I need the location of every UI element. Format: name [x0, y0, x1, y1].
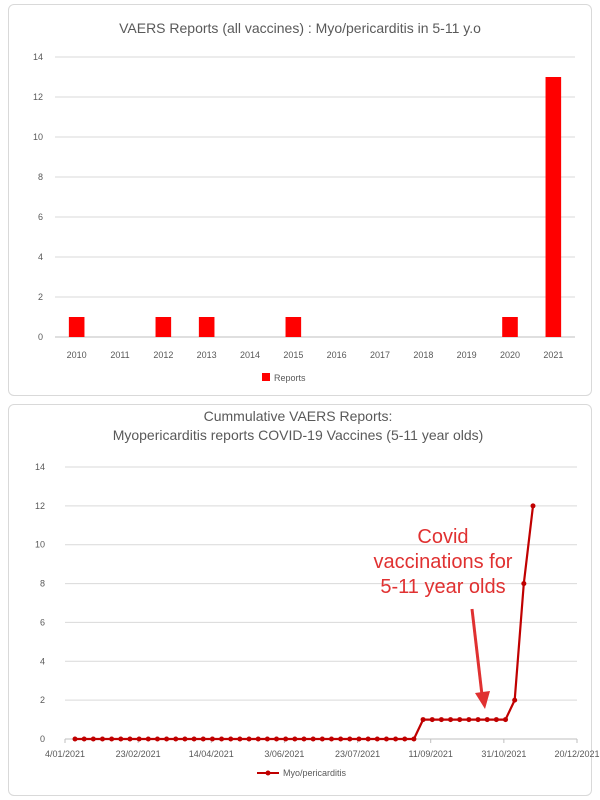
data-point: [356, 737, 361, 742]
data-point: [219, 737, 224, 742]
y-tick-label: 0: [39, 734, 45, 744]
data-point: [503, 717, 508, 722]
line-chart-title-line-2: Myopericarditis reports COVID-19 Vaccines (5-11 year olds): [112, 427, 484, 443]
bar-chart-title: VAERS Reports (all vaccines) : Myo/pericarditis in 5-11 y.o: [119, 20, 481, 36]
x-tick-label: 11/09/2021: [408, 749, 453, 759]
data-point: [192, 737, 197, 742]
legend-swatch-reports: [262, 373, 270, 381]
data-point: [448, 717, 453, 722]
y-tick-label: 4: [37, 252, 43, 262]
legend-label-reports: Reports: [274, 373, 306, 383]
x-tick-label: 23/02/2021: [115, 749, 161, 759]
data-point: [201, 737, 206, 742]
x-tick-label: 2016: [326, 350, 347, 360]
annotation-line-1: Covid: [417, 526, 469, 548]
data-point: [338, 737, 343, 742]
data-point: [155, 737, 160, 742]
x-tick-label: 23/07/2021: [335, 749, 381, 759]
legend-marker-myo: [266, 771, 271, 776]
data-point: [118, 737, 123, 742]
legend-label-myo: Myo/pericarditis: [283, 768, 347, 778]
bar-2013: [199, 317, 215, 337]
data-point: [512, 698, 517, 703]
data-point: [320, 737, 325, 742]
data-point: [384, 737, 389, 742]
data-point: [439, 717, 444, 722]
bar-2021: [546, 77, 562, 337]
annotation-arrow-shaft: [472, 609, 482, 695]
data-point: [329, 737, 334, 742]
data-point: [292, 737, 297, 742]
bar-chart: [9, 5, 591, 395]
x-tick-label: 2011: [110, 350, 130, 360]
bar-chart-panel: [8, 4, 592, 396]
bar-2015: [286, 317, 302, 337]
annotation-line-3: 5-11 year olds: [380, 576, 506, 598]
data-point: [127, 737, 132, 742]
data-point: [466, 717, 471, 722]
data-point: [182, 737, 187, 742]
y-tick-label: 4: [39, 656, 45, 667]
line-chart-title-line-1: Cummulative VAERS Reports:: [203, 408, 393, 424]
x-tick-label: 2021: [543, 350, 564, 360]
data-point: [476, 717, 481, 722]
data-point: [210, 737, 215, 742]
x-tick-label: 20/12/2021: [554, 749, 600, 759]
data-point: [302, 737, 307, 742]
x-tick-label: 2018: [413, 350, 434, 360]
x-tick-label: 31/10/2021: [481, 749, 527, 759]
x-tick-label: 3/06/2021: [264, 749, 305, 759]
data-point: [91, 737, 96, 742]
bar-2020: [502, 317, 518, 337]
data-point: [393, 737, 398, 742]
data-point: [173, 737, 178, 742]
x-tick-label: 2017: [369, 350, 391, 360]
data-point: [311, 737, 316, 742]
y-tick-label: 6: [37, 212, 43, 222]
data-point: [485, 717, 490, 722]
data-point: [146, 737, 151, 742]
data-point: [274, 737, 279, 742]
x-tick-label: 2010: [66, 350, 87, 360]
data-point: [100, 737, 105, 742]
data-point: [109, 737, 114, 742]
line-chart-legend: [257, 768, 347, 778]
data-point: [73, 737, 78, 742]
data-point: [228, 737, 233, 742]
data-point: [237, 737, 242, 742]
y-tick-label: 2: [39, 695, 45, 706]
y-tick-label: 8: [37, 172, 43, 182]
x-tick-label: 2013: [196, 350, 217, 360]
x-tick-label: 14/04/2021: [188, 749, 234, 759]
x-tick-label: 2014: [239, 350, 261, 360]
annotation-line-2: vaccinations for: [373, 551, 513, 573]
y-tick-label: 10: [32, 132, 43, 142]
x-tick-label: 2012: [153, 350, 174, 360]
y-tick-label: 6: [39, 617, 45, 628]
data-point: [265, 737, 270, 742]
data-point: [164, 737, 169, 742]
y-tick-label: 12: [34, 500, 45, 511]
data-point: [256, 737, 261, 742]
data-point: [347, 737, 352, 742]
y-tick-label: 8: [39, 578, 45, 589]
x-tick-label: 2015: [283, 350, 304, 360]
data-point: [247, 737, 252, 742]
y-tick-label: 0: [37, 332, 43, 342]
line-chart-panel: [8, 404, 600, 796]
bar-2012: [156, 317, 172, 337]
data-point: [82, 737, 87, 742]
y-tick-label: 14: [34, 462, 45, 472]
data-point: [521, 581, 526, 586]
line-chart: [9, 405, 600, 795]
data-point: [283, 737, 288, 742]
data-point: [531, 503, 536, 508]
bar-2010: [69, 317, 85, 337]
y-tick-label: 14: [32, 52, 43, 62]
x-tick-label: 2019: [456, 350, 477, 360]
y-tick-label: 12: [32, 92, 43, 102]
data-point: [375, 737, 380, 742]
x-tick-label: 2020: [499, 350, 521, 360]
data-point: [402, 737, 407, 742]
data-point: [430, 717, 435, 722]
data-point: [494, 717, 499, 722]
y-tick-label: 10: [34, 539, 45, 550]
bar-chart-legend: [262, 373, 306, 383]
data-point: [457, 717, 462, 722]
x-tick-label: 4/01/2021: [44, 749, 86, 759]
data-point: [366, 737, 371, 742]
data-point: [137, 737, 142, 742]
annotation: [374, 526, 513, 709]
data-point: [411, 737, 416, 742]
y-tick-label: 2: [37, 292, 43, 302]
data-point: [421, 717, 426, 722]
